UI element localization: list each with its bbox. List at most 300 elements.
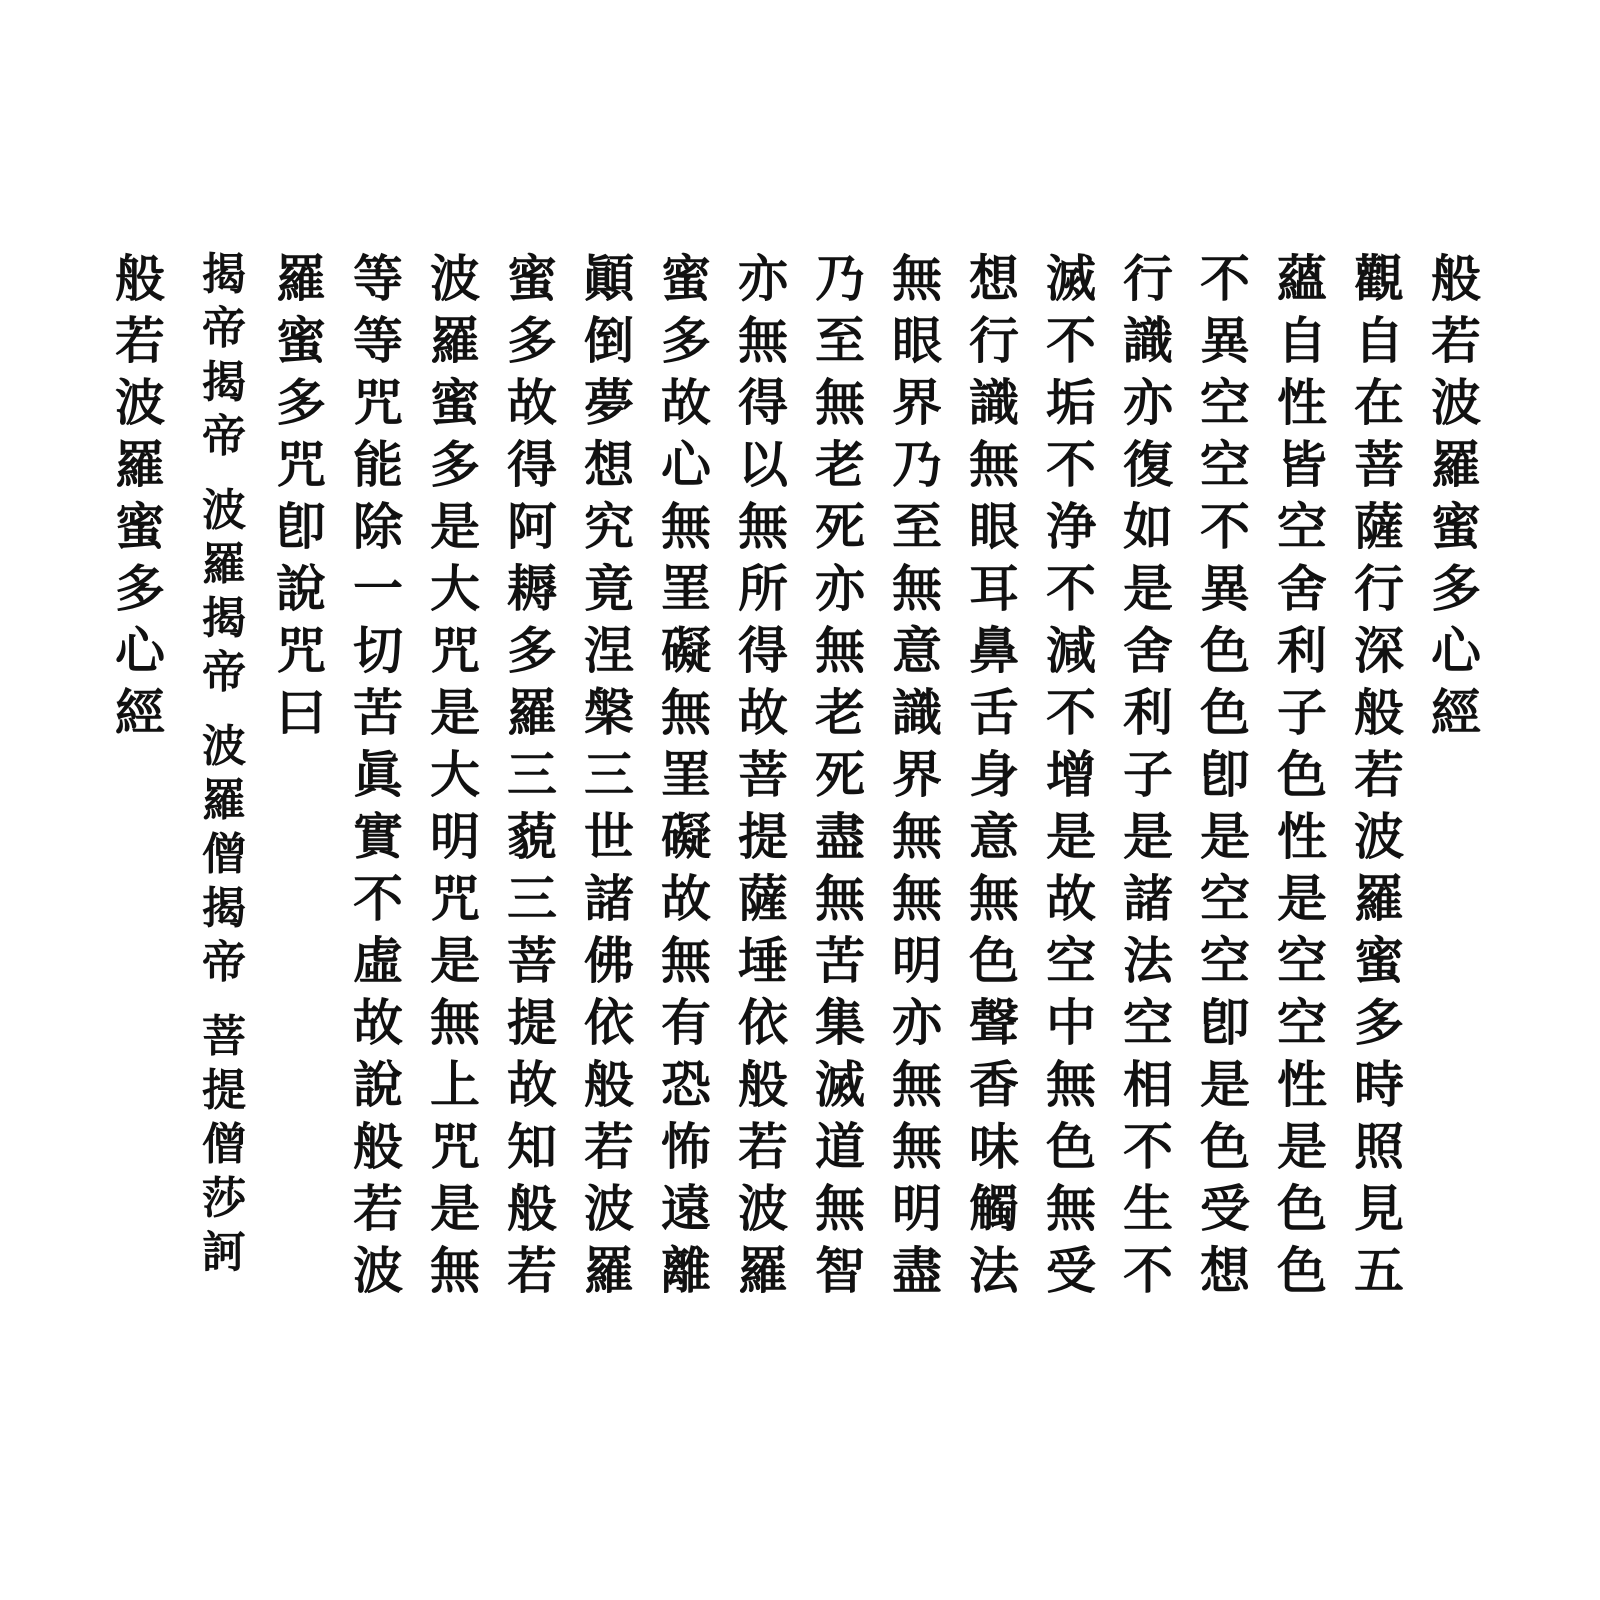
glyph: 如 bbox=[1123, 497, 1173, 556]
glyph: 滅 bbox=[815, 1055, 865, 1114]
glyph: 多 bbox=[430, 435, 480, 494]
glyph: 帝 bbox=[202, 647, 246, 698]
glyph: 乃 bbox=[815, 249, 865, 308]
glyph: 波 bbox=[202, 485, 246, 536]
glyph: 蜜 bbox=[276, 311, 326, 370]
glyph: 減 bbox=[1046, 621, 1096, 680]
glyph: 虛 bbox=[353, 931, 403, 990]
glyph: 是 bbox=[1277, 869, 1327, 928]
glyph: 卽 bbox=[1200, 745, 1250, 804]
text-column-15 bbox=[338, 248, 418, 1302]
text-column-12 bbox=[569, 248, 649, 1302]
glyph: 無 bbox=[661, 931, 711, 990]
text-column-8 bbox=[877, 248, 957, 1302]
text-column-5 bbox=[1108, 248, 1188, 1302]
glyph: 鼻 bbox=[969, 621, 1019, 680]
glyph: 死 bbox=[815, 745, 865, 804]
glyph: 咒 bbox=[276, 435, 326, 494]
glyph: 羅 bbox=[202, 539, 246, 590]
glyph: 不 bbox=[1046, 311, 1096, 370]
glyph: 識 bbox=[892, 683, 942, 742]
glyph: 舍 bbox=[1123, 621, 1173, 680]
glyph: 無 bbox=[661, 497, 711, 556]
glyph: 空 bbox=[1277, 497, 1327, 556]
glyph: 若 bbox=[738, 1117, 788, 1176]
glyph: 子 bbox=[1277, 683, 1327, 742]
glyph: 除 bbox=[353, 497, 403, 556]
glyph: 眼 bbox=[969, 497, 1019, 556]
glyph: 帝 bbox=[202, 303, 246, 354]
glyph: 究 bbox=[584, 497, 634, 556]
glyph: 罣 bbox=[661, 559, 711, 618]
glyph: 三 bbox=[507, 745, 557, 804]
glyph: 色 bbox=[1277, 1179, 1327, 1238]
glyph: 能 bbox=[353, 435, 403, 494]
glyph-space bbox=[184, 990, 264, 1010]
glyph: 波 bbox=[202, 721, 246, 772]
glyph: 道 bbox=[815, 1117, 865, 1176]
glyph: 揭 bbox=[202, 593, 246, 644]
glyph: 竟 bbox=[584, 559, 634, 618]
glyph: 提 bbox=[202, 1065, 246, 1116]
glyph: 蜜 bbox=[1431, 497, 1481, 556]
glyph: 羅 bbox=[1354, 869, 1404, 928]
glyph: 羅 bbox=[276, 249, 326, 308]
glyph: 老 bbox=[815, 683, 865, 742]
glyph: 般 bbox=[507, 1179, 557, 1238]
glyph: 智 bbox=[815, 1241, 865, 1300]
glyph: 至 bbox=[815, 311, 865, 370]
glyph: 經 bbox=[1431, 683, 1481, 742]
glyph: 意 bbox=[969, 807, 1019, 866]
glyph: 垢 bbox=[1046, 373, 1096, 432]
glyph: 般 bbox=[1431, 249, 1481, 308]
glyph: 五 bbox=[1354, 1241, 1404, 1300]
glyph: 亦 bbox=[1123, 373, 1173, 432]
glyph: 不 bbox=[1046, 559, 1096, 618]
glyph: 故 bbox=[738, 683, 788, 742]
glyph: 所 bbox=[738, 559, 788, 618]
glyph: 不 bbox=[1123, 1241, 1173, 1300]
glyph: 無 bbox=[815, 869, 865, 928]
glyph: 揭 bbox=[202, 883, 246, 934]
glyph: 提 bbox=[738, 807, 788, 866]
glyph: 多 bbox=[115, 559, 165, 618]
glyph: 無 bbox=[815, 373, 865, 432]
glyph: 性 bbox=[1277, 807, 1327, 866]
glyph: 聲 bbox=[969, 993, 1019, 1052]
glyph: 色 bbox=[969, 931, 1019, 990]
glyph: 說 bbox=[276, 559, 326, 618]
glyph: 得 bbox=[738, 373, 788, 432]
glyph: 大 bbox=[430, 559, 480, 618]
glyph: 時 bbox=[1354, 1055, 1404, 1114]
text-column-7 bbox=[954, 248, 1034, 1302]
glyph: 蜜 bbox=[661, 249, 711, 308]
glyph: 性 bbox=[1277, 373, 1327, 432]
glyph: 浄 bbox=[1046, 497, 1096, 556]
glyph: 識 bbox=[1123, 311, 1173, 370]
glyph: 波 bbox=[353, 1241, 403, 1300]
glyph: 故 bbox=[507, 1055, 557, 1114]
glyph: 帝 bbox=[202, 937, 246, 988]
glyph: 復 bbox=[1123, 435, 1173, 494]
glyph: 訶 bbox=[202, 1227, 246, 1278]
glyph: 大 bbox=[430, 745, 480, 804]
glyph: 是 bbox=[430, 1179, 480, 1238]
glyph: 空 bbox=[1277, 931, 1327, 990]
glyph: 行 bbox=[969, 311, 1019, 370]
glyph: 知 bbox=[507, 1117, 557, 1176]
glyph: 羅 bbox=[430, 311, 480, 370]
glyph: 夢 bbox=[584, 373, 634, 432]
glyph: 羅 bbox=[584, 1241, 634, 1300]
mantra-column bbox=[184, 248, 264, 1280]
glyph: 恐 bbox=[661, 1055, 711, 1114]
glyph: 波 bbox=[1431, 373, 1481, 432]
glyph: 不 bbox=[1200, 497, 1250, 556]
glyph: 明 bbox=[892, 1179, 942, 1238]
text-column-13 bbox=[492, 248, 572, 1302]
glyph: 經 bbox=[115, 683, 165, 742]
glyph: 多 bbox=[276, 373, 326, 432]
glyph: 生 bbox=[1123, 1179, 1173, 1238]
glyph: 死 bbox=[815, 497, 865, 556]
glyph: 空 bbox=[1200, 373, 1250, 432]
text-column-1 bbox=[1416, 248, 1496, 744]
glyph: 怖 bbox=[661, 1117, 711, 1176]
glyph: 切 bbox=[353, 621, 403, 680]
glyph: 多 bbox=[1431, 559, 1481, 618]
glyph: 般 bbox=[1354, 683, 1404, 742]
glyph: 般 bbox=[115, 249, 165, 308]
glyph: 空 bbox=[1200, 931, 1250, 990]
glyph: 性 bbox=[1277, 1055, 1327, 1114]
glyph: 行 bbox=[1354, 559, 1404, 618]
glyph: 無 bbox=[1046, 1179, 1096, 1238]
glyph: 空 bbox=[1277, 993, 1327, 1052]
glyph: 羅 bbox=[507, 683, 557, 742]
glyph: 諸 bbox=[1123, 869, 1173, 928]
glyph: 耳 bbox=[969, 559, 1019, 618]
glyph: 受 bbox=[1046, 1241, 1096, 1300]
glyph: 異 bbox=[1200, 311, 1250, 370]
glyph: 色 bbox=[1277, 1241, 1327, 1300]
glyph: 不 bbox=[1123, 1117, 1173, 1176]
glyph: 多 bbox=[1354, 993, 1404, 1052]
glyph: 香 bbox=[969, 1055, 1019, 1114]
text-column-14 bbox=[415, 248, 495, 1302]
glyph: 利 bbox=[1123, 683, 1173, 742]
glyph: 亦 bbox=[738, 249, 788, 308]
glyph: 無 bbox=[892, 559, 942, 618]
glyph: 蜜 bbox=[430, 373, 480, 432]
glyph: 若 bbox=[507, 1241, 557, 1300]
glyph: 波 bbox=[1354, 807, 1404, 866]
glyph: 苦 bbox=[815, 931, 865, 990]
glyph: 依 bbox=[584, 993, 634, 1052]
glyph: 帝 bbox=[202, 411, 246, 462]
glyph: 揭 bbox=[202, 357, 246, 408]
glyph: 多 bbox=[507, 311, 557, 370]
glyph: 般 bbox=[353, 1117, 403, 1176]
glyph: 三 bbox=[507, 869, 557, 928]
glyph: 等 bbox=[353, 249, 403, 308]
glyph: 不 bbox=[1200, 249, 1250, 308]
glyph: 心 bbox=[661, 435, 711, 494]
glyph: 老 bbox=[815, 435, 865, 494]
glyph: 是 bbox=[1200, 1055, 1250, 1114]
glyph: 是 bbox=[1123, 807, 1173, 866]
glyph: 無 bbox=[969, 435, 1019, 494]
glyph: 世 bbox=[584, 807, 634, 866]
glyph: 照 bbox=[1354, 1117, 1404, 1176]
glyph: 無 bbox=[430, 993, 480, 1052]
glyph: 是 bbox=[430, 931, 480, 990]
glyph: 咒 bbox=[430, 869, 480, 928]
glyph: 波 bbox=[584, 1179, 634, 1238]
glyph: 增 bbox=[1046, 745, 1096, 804]
glyph: 無 bbox=[969, 869, 1019, 928]
glyph: 無 bbox=[892, 807, 942, 866]
glyph: 深 bbox=[1354, 621, 1404, 680]
glyph: 咒 bbox=[276, 621, 326, 680]
glyph: 味 bbox=[969, 1117, 1019, 1176]
text-column-9 bbox=[800, 248, 880, 1302]
glyph: 色 bbox=[1200, 1117, 1250, 1176]
glyph: 埵 bbox=[738, 931, 788, 990]
glyph: 顚 bbox=[584, 249, 634, 308]
glyph: 不 bbox=[353, 869, 403, 928]
glyph: 空 bbox=[1200, 869, 1250, 928]
glyph: 無 bbox=[815, 1179, 865, 1238]
glyph: 藐 bbox=[507, 807, 557, 866]
glyph: 倒 bbox=[584, 311, 634, 370]
glyph: 般 bbox=[738, 1055, 788, 1114]
glyph: 心 bbox=[115, 621, 165, 680]
glyph: 法 bbox=[969, 1241, 1019, 1300]
glyph: 色 bbox=[1277, 745, 1327, 804]
glyph: 波 bbox=[430, 249, 480, 308]
glyph: 羅 bbox=[202, 775, 246, 826]
text-column-11 bbox=[646, 248, 726, 1302]
glyph: 得 bbox=[507, 435, 557, 494]
glyph: 無 bbox=[430, 1241, 480, 1300]
glyph: 眼 bbox=[892, 311, 942, 370]
glyph: 莎 bbox=[202, 1173, 246, 1224]
text-column-4 bbox=[1185, 248, 1265, 1302]
glyph: 界 bbox=[892, 745, 942, 804]
glyph: 咒 bbox=[353, 373, 403, 432]
glyph: 卽 bbox=[1200, 993, 1250, 1052]
text-column-3 bbox=[1262, 248, 1342, 1302]
glyph: 離 bbox=[661, 1241, 711, 1300]
glyph: 是 bbox=[430, 683, 480, 742]
glyph: 苦 bbox=[353, 683, 403, 742]
glyph: 是 bbox=[1123, 559, 1173, 618]
glyph: 不 bbox=[1046, 683, 1096, 742]
glyph: 波 bbox=[115, 373, 165, 432]
glyph: 僧 bbox=[202, 829, 246, 880]
glyph: 說 bbox=[353, 1055, 403, 1114]
glyph: 薩 bbox=[1354, 497, 1404, 556]
glyph: 以 bbox=[738, 435, 788, 494]
glyph: 皆 bbox=[1277, 435, 1327, 494]
glyph: 是 bbox=[430, 497, 480, 556]
glyph: 依 bbox=[738, 993, 788, 1052]
text-column-6 bbox=[1031, 248, 1111, 1302]
glyph: 子 bbox=[1123, 745, 1173, 804]
glyph: 無 bbox=[892, 1055, 942, 1114]
glyph: 盡 bbox=[892, 1241, 942, 1300]
glyph: 故 bbox=[661, 373, 711, 432]
glyph: 是 bbox=[1277, 1117, 1327, 1176]
text-column-16 bbox=[261, 248, 341, 744]
glyph: 無 bbox=[738, 497, 788, 556]
glyph: 觸 bbox=[969, 1179, 1019, 1238]
glyph: 空 bbox=[1123, 993, 1173, 1052]
glyph: 不 bbox=[1046, 435, 1096, 494]
glyph: 明 bbox=[892, 931, 942, 990]
glyph: 至 bbox=[892, 497, 942, 556]
glyph: 想 bbox=[1200, 1241, 1250, 1300]
glyph: 眞 bbox=[353, 745, 403, 804]
glyph: 無 bbox=[815, 621, 865, 680]
glyph: 心 bbox=[1431, 621, 1481, 680]
glyph: 見 bbox=[1354, 1179, 1404, 1238]
glyph: 舌 bbox=[969, 683, 1019, 742]
glyph: 上 bbox=[430, 1055, 480, 1114]
glyph: 集 bbox=[815, 993, 865, 1052]
glyph: 僧 bbox=[202, 1119, 246, 1170]
glyph: 無 bbox=[1046, 1055, 1096, 1114]
glyph: 槃 bbox=[584, 683, 634, 742]
glyph: 色 bbox=[1200, 683, 1250, 742]
glyph: 意 bbox=[892, 621, 942, 680]
glyph: 佛 bbox=[584, 931, 634, 990]
glyph: 無 bbox=[738, 311, 788, 370]
glyph: 無 bbox=[892, 869, 942, 928]
glyph-space bbox=[184, 700, 264, 720]
glyph: 若 bbox=[115, 311, 165, 370]
glyph: 自 bbox=[1354, 311, 1404, 370]
glyph: 三 bbox=[584, 745, 634, 804]
glyph: 空 bbox=[1200, 435, 1250, 494]
glyph: 若 bbox=[1354, 745, 1404, 804]
glyph: 無 bbox=[892, 1117, 942, 1176]
glyph: 利 bbox=[1277, 621, 1327, 680]
glyph: 有 bbox=[661, 993, 711, 1052]
glyph: 界 bbox=[892, 373, 942, 432]
glyph: 滅 bbox=[1046, 249, 1096, 308]
text-column-2 bbox=[1339, 248, 1419, 1302]
glyph: 遠 bbox=[661, 1179, 711, 1238]
glyph: 故 bbox=[507, 373, 557, 432]
glyph: 蜜 bbox=[115, 497, 165, 556]
glyph: 一 bbox=[353, 559, 403, 618]
glyph: 想 bbox=[584, 435, 634, 494]
glyph: 羅 bbox=[115, 435, 165, 494]
glyph: 羅 bbox=[1431, 435, 1481, 494]
glyph: 是 bbox=[1200, 807, 1250, 866]
glyph: 空 bbox=[1046, 931, 1096, 990]
glyph: 是 bbox=[1046, 807, 1096, 866]
glyph: 薩 bbox=[738, 869, 788, 928]
glyph: 蘊 bbox=[1277, 249, 1327, 308]
glyph: 盡 bbox=[815, 807, 865, 866]
glyph: 故 bbox=[661, 869, 711, 928]
glyph: 咒 bbox=[430, 621, 480, 680]
glyph: 異 bbox=[1200, 559, 1250, 618]
glyph: 無 bbox=[661, 683, 711, 742]
glyph: 乃 bbox=[892, 435, 942, 494]
glyph: 故 bbox=[353, 993, 403, 1052]
glyph: 自 bbox=[1277, 311, 1327, 370]
glyph: 曰 bbox=[276, 683, 326, 742]
glyph: 若 bbox=[584, 1117, 634, 1176]
glyph: 蜜 bbox=[1354, 931, 1404, 990]
glyph: 實 bbox=[353, 807, 403, 866]
glyph: 想 bbox=[969, 249, 1019, 308]
glyph: 提 bbox=[507, 993, 557, 1052]
glyph: 在 bbox=[1354, 373, 1404, 432]
glyph: 諸 bbox=[584, 869, 634, 928]
glyph: 中 bbox=[1046, 993, 1096, 1052]
glyph: 卽 bbox=[276, 497, 326, 556]
glyph: 得 bbox=[738, 621, 788, 680]
glyph: 亦 bbox=[892, 993, 942, 1052]
glyph: 罣 bbox=[661, 745, 711, 804]
glyph: 多 bbox=[507, 621, 557, 680]
glyph: 阿 bbox=[507, 497, 557, 556]
glyph: 相 bbox=[1123, 1055, 1173, 1114]
glyph: 識 bbox=[969, 373, 1019, 432]
glyph: 若 bbox=[1431, 311, 1481, 370]
glyph: 色 bbox=[1200, 621, 1250, 680]
glyph: 無 bbox=[892, 249, 942, 308]
glyph: 受 bbox=[1200, 1179, 1250, 1238]
glyph: 波 bbox=[738, 1179, 788, 1238]
glyph: 行 bbox=[1123, 249, 1173, 308]
glyph: 舍 bbox=[1277, 559, 1327, 618]
glyph: 菩 bbox=[1354, 435, 1404, 494]
glyph: 羅 bbox=[738, 1241, 788, 1300]
glyph-space bbox=[184, 464, 264, 484]
glyph: 故 bbox=[1046, 869, 1096, 928]
glyph: 耨 bbox=[507, 559, 557, 618]
glyph: 等 bbox=[353, 311, 403, 370]
glyph: 菩 bbox=[507, 931, 557, 990]
text-column-10 bbox=[723, 248, 803, 1302]
glyph: 般 bbox=[584, 1055, 634, 1114]
glyph: 亦 bbox=[815, 559, 865, 618]
glyph: 礙 bbox=[661, 621, 711, 680]
glyph: 涅 bbox=[584, 621, 634, 680]
glyph: 多 bbox=[661, 311, 711, 370]
glyph: 明 bbox=[430, 807, 480, 866]
glyph: 色 bbox=[1046, 1117, 1096, 1176]
glyph: 揭 bbox=[202, 249, 246, 300]
glyph: 咒 bbox=[430, 1117, 480, 1176]
glyph: 蜜 bbox=[507, 249, 557, 308]
glyph: 礙 bbox=[661, 807, 711, 866]
glyph: 菩 bbox=[202, 1011, 246, 1062]
glyph: 若 bbox=[353, 1179, 403, 1238]
closing-title-column bbox=[100, 248, 180, 744]
glyph: 觀 bbox=[1354, 249, 1404, 308]
glyph: 身 bbox=[969, 745, 1019, 804]
glyph: 法 bbox=[1123, 931, 1173, 990]
